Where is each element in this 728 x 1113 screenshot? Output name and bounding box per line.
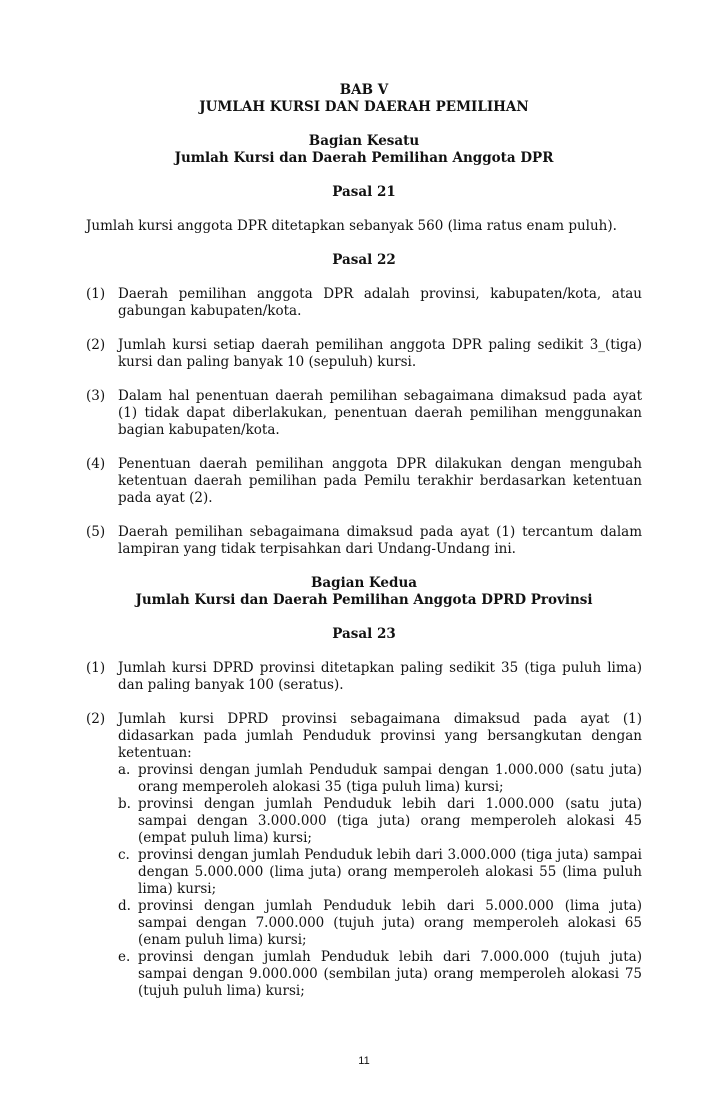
item-text: Daerah pemilihan sebagaimana dimaksud pada ayat (1) tercantum dalam lampiran yang tidak terpisahkan dari Undang-Undang ini. (118, 524, 642, 557)
sub-text: provinsi dengan jumlah Penduduk lebih dari 5.000.000 (lima juta) sampai dengan 7.000.000 (tujuh juta) orang memperoleh alokasi 65 (enam puluh lima) kursi; (138, 898, 642, 948)
pasal23-item (86, 660, 642, 694)
sub-letter: e. (118, 949, 131, 965)
sub-text: provinsi dengan jumlah Penduduk lebih dari 7.000.000 (tujuh juta) sampai dengan 9.000.000 (sembilan juta) orang memperoleh alokasi 75 (tujuh puluh lima) kursi; (138, 949, 642, 999)
sub-letter: c. (118, 847, 130, 863)
item-text: Jumlah kursi DPRD provinsi sebagaimana dimaksud pada ayat (1) didasarkan pada jumlah Penduduk provinsi yang bersangkutan dengan ketentuan: (118, 711, 642, 761)
sub-text: provinsi dengan jumlah Penduduk lebih dari 3.000.000 (tiga juta) sampai dengan 5.000.000 (lima juta) orang memperoleh alokasi 55 (lima puluh lima) kursi; (138, 847, 642, 897)
part1-subtitle: Jumlah Kursi dan Daerah Pemilihan Anggota DPR (174, 150, 554, 166)
pasal22-item (86, 286, 642, 320)
pasal21-text: Jumlah kursi anggota DPR ditetapkan sebanyak 560 (lima ratus enam puluh). (86, 218, 617, 234)
sub-text: provinsi dengan jumlah Penduduk sampai dengan 1.000.000 (satu juta) orang memperoleh alokasi 35 (tiga puluh lima) kursi; (138, 762, 642, 795)
pasal22-title: Pasal 22 (332, 252, 396, 268)
pasal22-item (86, 524, 642, 558)
part2-title: Bagian Kedua (310, 575, 418, 591)
sub-text: provinsi dengan jumlah Penduduk lebih dari 1.000.000 (satu juta) sampai dengan 3.000.000 (tiga juta) orang memperoleh alokasi 45 (empat puluh lima) kursi; (138, 796, 642, 846)
item-number: (5) (86, 524, 106, 540)
item-text: Daerah pemilihan anggota DPR adalah provinsi, kabupaten/kota, atau gabungan kabupaten/kota. (118, 286, 642, 319)
sub-item (118, 796, 642, 847)
part2-subtitle: Jumlah Kursi dan Daerah Pemilihan Anggota DPRD Provinsi (135, 592, 593, 608)
sub-item (118, 762, 642, 796)
page-number: 11 (358, 1055, 370, 1067)
item-number: (4) (86, 456, 106, 472)
pasal23-item (86, 711, 642, 1000)
sub-item (118, 898, 642, 949)
item-body (118, 711, 642, 1000)
pasal22-item (86, 337, 642, 371)
pasal21-title: Pasal 21 (332, 184, 396, 200)
item-number: (2) (86, 337, 106, 353)
pasal23-title: Pasal 23 (332, 626, 396, 642)
item-number: (1) (86, 286, 106, 302)
sub-item (118, 847, 642, 898)
document-body (86, 82, 642, 1000)
item-number: (1) (86, 660, 106, 676)
chapter-number: BAB V (339, 82, 389, 98)
item-number: (3) (86, 388, 106, 404)
sub-item (118, 949, 642, 1000)
sub-letter: d. (118, 898, 131, 914)
item-text: Dalam hal penentuan daerah pemilihan sebagaimana dimaksud pada ayat (1) tidak dapat diberlakukan, penentuan daerah pemilihan menggunakan bagian kabupaten/kota. (118, 388, 642, 438)
sub-letter: a. (118, 762, 131, 778)
item-number: (2) (86, 711, 106, 727)
item-text: Jumlah kursi setiap daerah pemilihan anggota DPR paling sedikit 3_(tiga) kursi dan paling banyak 10 (sepuluh) kursi. (118, 337, 642, 370)
part1-title: Bagian Kesatu (308, 133, 420, 149)
item-text: Penentuan daerah pemilihan anggota DPR dilakukan dengan mengubah ketentuan daerah pemilihan pada Pemilu terakhir berdasarkan ketentuan pada ayat (2). (118, 456, 642, 506)
item-text: Jumlah kursi DPRD provinsi ditetapkan paling sedikit 35 (tiga puluh lima) dan paling banyak 100 (seratus). (118, 660, 642, 693)
chapter-title: JUMLAH KURSI DAN DAERAH PEMILIHAN (199, 99, 529, 115)
pasal22-item (86, 456, 642, 507)
pasal22-item (86, 388, 642, 439)
sub-letter: b. (118, 796, 131, 812)
